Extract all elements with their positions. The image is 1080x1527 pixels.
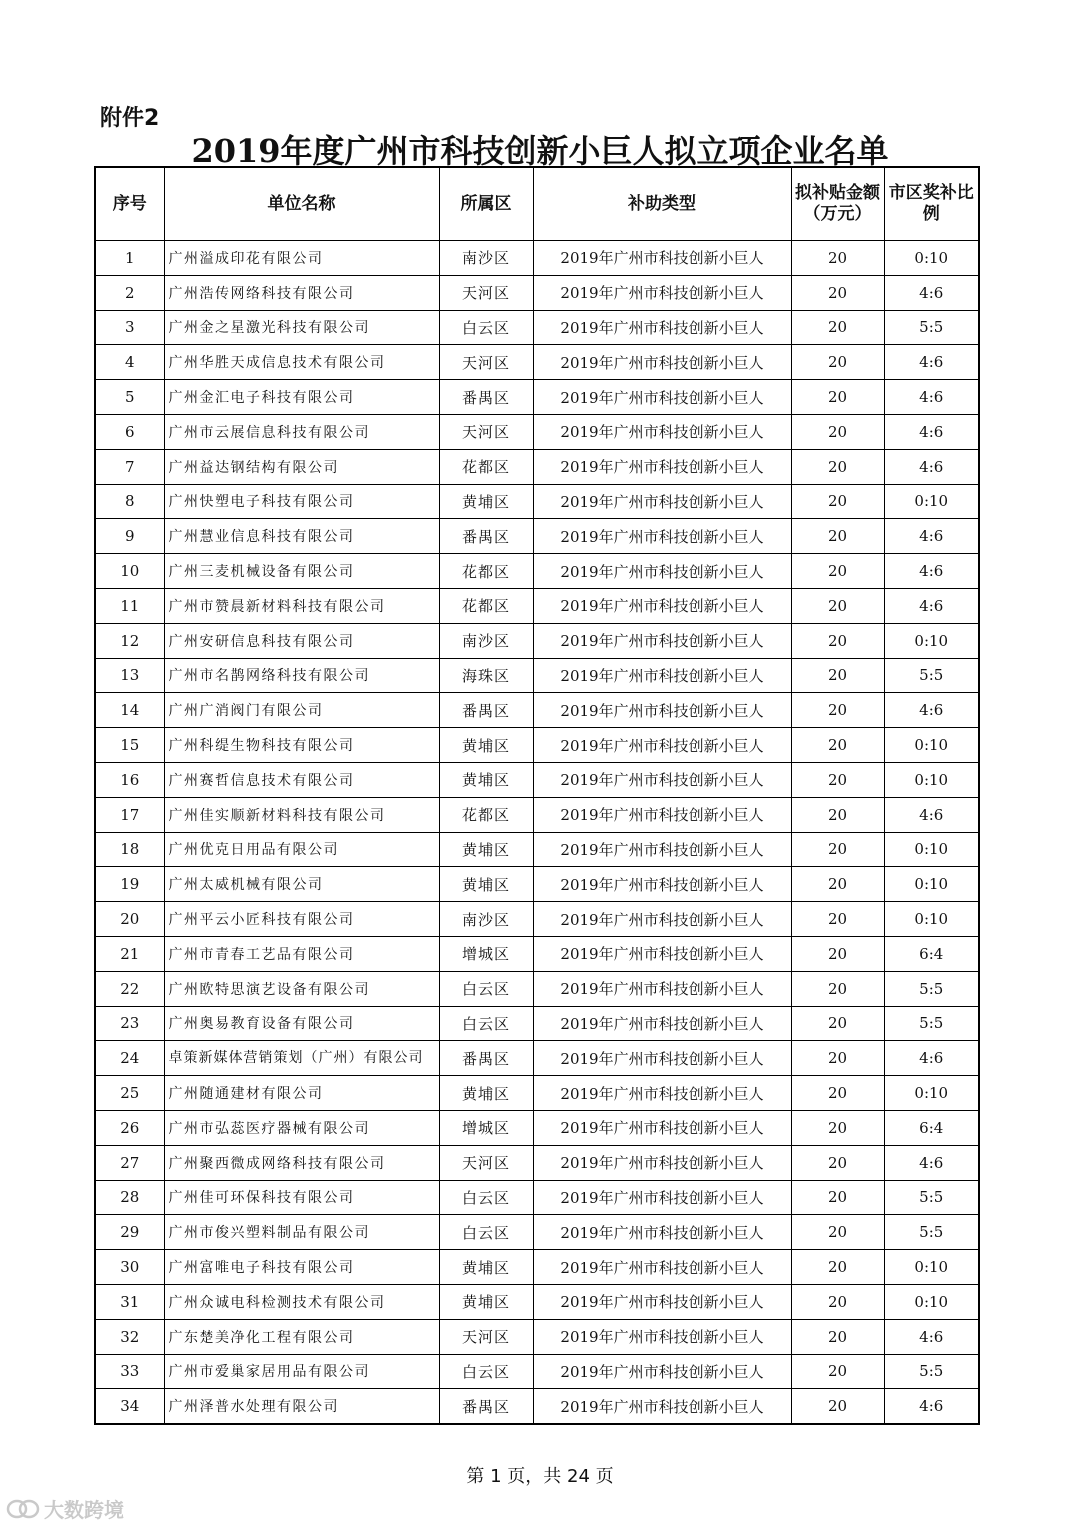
cell-subsidy-type: 2019年广州市科技创新小巨人 xyxy=(533,728,791,763)
cell-ratio: 4:6 xyxy=(884,1145,979,1180)
cell-amount: 20 xyxy=(791,623,884,658)
cell-company-name: 广州富唯电子科技有限公司 xyxy=(164,1250,439,1285)
header-district: 所属区 xyxy=(439,167,533,241)
cell-index: 20 xyxy=(95,902,164,937)
watermark-logo-icon xyxy=(6,1498,40,1520)
table-row xyxy=(95,1041,979,1076)
cell-subsidy-type: 2019年广州市科技创新小巨人 xyxy=(533,693,791,728)
cell-district: 天河区 xyxy=(439,414,533,449)
cell-ratio: 4:6 xyxy=(884,588,979,623)
cell-ratio: 4:6 xyxy=(884,797,979,832)
cell-district: 天河区 xyxy=(439,1319,533,1354)
cell-company-name: 卓策新媒体营销策划（广州）有限公司 xyxy=(164,1041,439,1076)
cell-company-name: 广州佳实顺新材料科技有限公司 xyxy=(164,797,439,832)
table-row xyxy=(95,902,979,937)
cell-subsidy-type: 2019年广州市科技创新小巨人 xyxy=(533,554,791,589)
cell-amount: 20 xyxy=(791,519,884,554)
cell-company-name: 广州佳可环保科技有限公司 xyxy=(164,1180,439,1215)
table-row xyxy=(95,275,979,310)
cell-company-name: 广州市弘蕊医疗器械有限公司 xyxy=(164,1110,439,1145)
cell-amount: 20 xyxy=(791,762,884,797)
cell-index: 10 xyxy=(95,554,164,589)
table-row xyxy=(95,588,979,623)
cell-company-name: 广州众诚电科检测技术有限公司 xyxy=(164,1284,439,1319)
page-title: 2019年度广州市科技创新小巨人拟立项企业名单 xyxy=(191,132,889,170)
cell-amount: 20 xyxy=(791,1006,884,1041)
cell-company-name: 广东楚美净化工程有限公司 xyxy=(164,1319,439,1354)
cell-district: 黄埔区 xyxy=(439,728,533,763)
cell-ratio: 0:10 xyxy=(884,484,979,519)
cell-district: 南沙区 xyxy=(439,623,533,658)
cell-ratio: 0:10 xyxy=(884,241,979,276)
cell-district: 番禺区 xyxy=(439,380,533,415)
cell-amount: 20 xyxy=(791,554,884,589)
cell-subsidy-type: 2019年广州市科技创新小巨人 xyxy=(533,1215,791,1250)
cell-index: 4 xyxy=(95,345,164,380)
cell-district: 黄埔区 xyxy=(439,1076,533,1111)
cell-company-name: 广州安研信息科技有限公司 xyxy=(164,623,439,658)
cell-district: 黄埔区 xyxy=(439,867,533,902)
cell-index: 5 xyxy=(95,380,164,415)
cell-subsidy-type: 2019年广州市科技创新小巨人 xyxy=(533,936,791,971)
cell-district: 白云区 xyxy=(439,1180,533,1215)
cell-company-name: 广州市名鹊网络科技有限公司 xyxy=(164,658,439,693)
cell-ratio: 0:10 xyxy=(884,902,979,937)
cell-index: 32 xyxy=(95,1319,164,1354)
cell-amount: 20 xyxy=(791,449,884,484)
cell-district: 黄埔区 xyxy=(439,832,533,867)
header-amount: 拟补贴金额（万元） xyxy=(791,167,884,241)
cell-ratio: 4:6 xyxy=(884,519,979,554)
cell-district: 白云区 xyxy=(439,310,533,345)
cell-company-name: 广州市爱巢家居用品有限公司 xyxy=(164,1354,439,1389)
cell-subsidy-type: 2019年广州市科技创新小巨人 xyxy=(533,1006,791,1041)
cell-index: 13 xyxy=(95,658,164,693)
cell-amount: 20 xyxy=(791,1180,884,1215)
cell-company-name: 广州三麦机械设备有限公司 xyxy=(164,554,439,589)
cell-subsidy-type: 2019年广州市科技创新小巨人 xyxy=(533,1250,791,1285)
cell-index: 18 xyxy=(95,832,164,867)
cell-index: 27 xyxy=(95,1145,164,1180)
table-row xyxy=(95,380,979,415)
cell-district: 增城区 xyxy=(439,936,533,971)
cell-company-name: 广州赛哲信息技术有限公司 xyxy=(164,762,439,797)
attachment-label: 附件2 xyxy=(100,106,160,131)
cell-company-name: 广州市青春工艺品有限公司 xyxy=(164,936,439,971)
cell-district: 番禺区 xyxy=(439,1389,533,1424)
cell-district: 黄埔区 xyxy=(439,1284,533,1319)
page-footer: 第 1 页，共 24 页 xyxy=(466,1466,614,1487)
cell-district: 花都区 xyxy=(439,588,533,623)
cell-amount: 20 xyxy=(791,310,884,345)
cell-ratio: 4:6 xyxy=(884,275,979,310)
cell-subsidy-type: 2019年广州市科技创新小巨人 xyxy=(533,867,791,902)
table-row xyxy=(95,449,979,484)
cell-amount: 20 xyxy=(791,380,884,415)
cell-ratio: 5:5 xyxy=(884,1006,979,1041)
table-row xyxy=(95,1145,979,1180)
cell-index: 7 xyxy=(95,449,164,484)
cell-ratio: 4:6 xyxy=(884,1389,979,1424)
cell-district: 花都区 xyxy=(439,449,533,484)
cell-company-name: 广州金之星激光科技有限公司 xyxy=(164,310,439,345)
cell-subsidy-type: 2019年广州市科技创新小巨人 xyxy=(533,1110,791,1145)
cell-index: 21 xyxy=(95,936,164,971)
cell-ratio: 6:4 xyxy=(884,1110,979,1145)
cell-company-name: 广州快塑电子科技有限公司 xyxy=(164,484,439,519)
header-ratio: 市区奖补比例 xyxy=(884,167,979,241)
cell-index: 17 xyxy=(95,797,164,832)
cell-ratio: 0:10 xyxy=(884,728,979,763)
cell-subsidy-type: 2019年广州市科技创新小巨人 xyxy=(533,1284,791,1319)
cell-company-name: 广州随通建材有限公司 xyxy=(164,1076,439,1111)
cell-ratio: 4:6 xyxy=(884,414,979,449)
table-row xyxy=(95,414,979,449)
cell-index: 25 xyxy=(95,1076,164,1111)
cell-amount: 20 xyxy=(791,275,884,310)
cell-amount: 20 xyxy=(791,1110,884,1145)
cell-amount: 20 xyxy=(791,1389,884,1424)
table-row xyxy=(95,484,979,519)
cell-index: 22 xyxy=(95,971,164,1006)
table-row xyxy=(95,797,979,832)
cell-index: 8 xyxy=(95,484,164,519)
enterprise-table xyxy=(94,166,980,1425)
cell-subsidy-type: 2019年广州市科技创新小巨人 xyxy=(533,310,791,345)
table-row xyxy=(95,658,979,693)
cell-amount: 20 xyxy=(791,588,884,623)
table-row xyxy=(95,1250,979,1285)
cell-amount: 20 xyxy=(791,832,884,867)
cell-index: 33 xyxy=(95,1354,164,1389)
cell-district: 海珠区 xyxy=(439,658,533,693)
cell-amount: 20 xyxy=(791,1284,884,1319)
cell-subsidy-type: 2019年广州市科技创新小巨人 xyxy=(533,1076,791,1111)
cell-index: 24 xyxy=(95,1041,164,1076)
table-row xyxy=(95,623,979,658)
cell-company-name: 广州优克日用品有限公司 xyxy=(164,832,439,867)
table-row xyxy=(95,832,979,867)
cell-subsidy-type: 2019年广州市科技创新小巨人 xyxy=(533,241,791,276)
cell-index: 31 xyxy=(95,1284,164,1319)
cell-ratio: 5:5 xyxy=(884,310,979,345)
cell-district: 白云区 xyxy=(439,971,533,1006)
table-row xyxy=(95,554,979,589)
cell-subsidy-type: 2019年广州市科技创新小巨人 xyxy=(533,797,791,832)
cell-amount: 20 xyxy=(791,867,884,902)
cell-district: 白云区 xyxy=(439,1215,533,1250)
cell-ratio: 4:6 xyxy=(884,449,979,484)
cell-district: 番禺区 xyxy=(439,519,533,554)
cell-amount: 20 xyxy=(791,484,884,519)
cell-subsidy-type: 2019年广州市科技创新小巨人 xyxy=(533,1319,791,1354)
cell-company-name: 广州市云展信息科技有限公司 xyxy=(164,414,439,449)
cell-amount: 20 xyxy=(791,728,884,763)
cell-company-name: 广州欧特思演艺设备有限公司 xyxy=(164,971,439,1006)
cell-company-name: 广州溢成印花有限公司 xyxy=(164,241,439,276)
cell-subsidy-type: 2019年广州市科技创新小巨人 xyxy=(533,414,791,449)
cell-company-name: 广州科缇生物科技有限公司 xyxy=(164,728,439,763)
cell-district: 黄埔区 xyxy=(439,762,533,797)
watermark xyxy=(6,1494,124,1523)
cell-district: 花都区 xyxy=(439,554,533,589)
cell-company-name: 广州益达钢结构有限公司 xyxy=(164,449,439,484)
cell-index: 30 xyxy=(95,1250,164,1285)
table-row xyxy=(95,241,979,276)
cell-amount: 20 xyxy=(791,936,884,971)
cell-district: 增城区 xyxy=(439,1110,533,1145)
header-name: 单位名称 xyxy=(164,167,439,241)
cell-subsidy-type: 2019年广州市科技创新小巨人 xyxy=(533,1180,791,1215)
cell-index: 28 xyxy=(95,1180,164,1215)
cell-district: 番禺区 xyxy=(439,1041,533,1076)
cell-company-name: 广州太威机械有限公司 xyxy=(164,867,439,902)
cell-ratio: 5:5 xyxy=(884,1180,979,1215)
cell-amount: 20 xyxy=(791,1354,884,1389)
table-row xyxy=(95,867,979,902)
cell-ratio: 4:6 xyxy=(884,554,979,589)
cell-ratio: 0:10 xyxy=(884,623,979,658)
table-row xyxy=(95,310,979,345)
cell-amount: 20 xyxy=(791,797,884,832)
cell-company-name: 广州金汇电子科技有限公司 xyxy=(164,380,439,415)
cell-subsidy-type: 2019年广州市科技创新小巨人 xyxy=(533,762,791,797)
cell-amount: 20 xyxy=(791,241,884,276)
cell-index: 6 xyxy=(95,414,164,449)
cell-subsidy-type: 2019年广州市科技创新小巨人 xyxy=(533,1041,791,1076)
cell-amount: 20 xyxy=(791,902,884,937)
cell-subsidy-type: 2019年广州市科技创新小巨人 xyxy=(533,519,791,554)
cell-index: 1 xyxy=(95,241,164,276)
cell-index: 14 xyxy=(95,693,164,728)
cell-ratio: 4:6 xyxy=(884,345,979,380)
cell-subsidy-type: 2019年广州市科技创新小巨人 xyxy=(533,380,791,415)
cell-amount: 20 xyxy=(791,1041,884,1076)
cell-index: 11 xyxy=(95,588,164,623)
cell-subsidy-type: 2019年广州市科技创新小巨人 xyxy=(533,832,791,867)
cell-company-name: 广州慧业信息科技有限公司 xyxy=(164,519,439,554)
cell-index: 12 xyxy=(95,623,164,658)
cell-subsidy-type: 2019年广州市科技创新小巨人 xyxy=(533,449,791,484)
table-row xyxy=(95,1215,979,1250)
cell-amount: 20 xyxy=(791,971,884,1006)
cell-index: 29 xyxy=(95,1215,164,1250)
cell-district: 天河区 xyxy=(439,345,533,380)
cell-index: 9 xyxy=(95,519,164,554)
table-row xyxy=(95,971,979,1006)
cell-district: 黄埔区 xyxy=(439,484,533,519)
cell-ratio: 5:5 xyxy=(884,1215,979,1250)
cell-subsidy-type: 2019年广州市科技创新小巨人 xyxy=(533,623,791,658)
cell-district: 南沙区 xyxy=(439,902,533,937)
cell-district: 白云区 xyxy=(439,1354,533,1389)
cell-subsidy-type: 2019年广州市科技创新小巨人 xyxy=(533,588,791,623)
cell-district: 黄埔区 xyxy=(439,1250,533,1285)
cell-ratio: 0:10 xyxy=(884,762,979,797)
cell-district: 花都区 xyxy=(439,797,533,832)
table-row xyxy=(95,936,979,971)
cell-district: 天河区 xyxy=(439,1145,533,1180)
cell-company-name: 广州市赞晨新材料科技有限公司 xyxy=(164,588,439,623)
header-index: 序号 xyxy=(95,167,164,241)
cell-subsidy-type: 2019年广州市科技创新小巨人 xyxy=(533,484,791,519)
cell-company-name: 广州平云小匠科技有限公司 xyxy=(164,902,439,937)
table-row xyxy=(95,693,979,728)
cell-amount: 20 xyxy=(791,1250,884,1285)
table-row xyxy=(95,728,979,763)
table-row xyxy=(95,1354,979,1389)
cell-index: 15 xyxy=(95,728,164,763)
cell-ratio: 6:4 xyxy=(884,936,979,971)
cell-ratio: 5:5 xyxy=(884,971,979,1006)
cell-index: 19 xyxy=(95,867,164,902)
cell-amount: 20 xyxy=(791,658,884,693)
cell-subsidy-type: 2019年广州市科技创新小巨人 xyxy=(533,1389,791,1424)
cell-index: 23 xyxy=(95,1006,164,1041)
table-row xyxy=(95,1006,979,1041)
cell-subsidy-type: 2019年广州市科技创新小巨人 xyxy=(533,658,791,693)
table-row xyxy=(95,345,979,380)
cell-company-name: 广州市俊兴塑料制品有限公司 xyxy=(164,1215,439,1250)
cell-company-name: 广州华胜天成信息技术有限公司 xyxy=(164,345,439,380)
table-row xyxy=(95,1180,979,1215)
table-row xyxy=(95,1110,979,1145)
cell-subsidy-type: 2019年广州市科技创新小巨人 xyxy=(533,902,791,937)
cell-ratio: 4:6 xyxy=(884,693,979,728)
cell-ratio: 0:10 xyxy=(884,832,979,867)
cell-amount: 20 xyxy=(791,693,884,728)
cell-district: 天河区 xyxy=(439,275,533,310)
table-body xyxy=(95,241,979,1425)
cell-company-name: 广州奥易教育设备有限公司 xyxy=(164,1006,439,1041)
cell-ratio: 0:10 xyxy=(884,1284,979,1319)
cell-index: 2 xyxy=(95,275,164,310)
cell-ratio: 0:10 xyxy=(884,867,979,902)
cell-district: 白云区 xyxy=(439,1006,533,1041)
cell-amount: 20 xyxy=(791,1319,884,1354)
cell-ratio: 4:6 xyxy=(884,1319,979,1354)
cell-subsidy-type: 2019年广州市科技创新小巨人 xyxy=(533,1354,791,1389)
header-type: 补助类型 xyxy=(533,167,791,241)
cell-company-name: 广州聚西微成网络科技有限公司 xyxy=(164,1145,439,1180)
cell-ratio: 5:5 xyxy=(884,1354,979,1389)
cell-company-name: 广州广消阀门有限公司 xyxy=(164,693,439,728)
table-row xyxy=(95,519,979,554)
cell-district: 番禺区 xyxy=(439,693,533,728)
watermark-text: 大数跨境 xyxy=(44,1498,124,1522)
table-row xyxy=(95,1076,979,1111)
cell-subsidy-type: 2019年广州市科技创新小巨人 xyxy=(533,1145,791,1180)
cell-amount: 20 xyxy=(791,1076,884,1111)
cell-index: 16 xyxy=(95,762,164,797)
cell-ratio: 0:10 xyxy=(884,1076,979,1111)
table-row xyxy=(95,762,979,797)
cell-ratio: 0:10 xyxy=(884,1250,979,1285)
cell-amount: 20 xyxy=(791,1145,884,1180)
cell-index: 34 xyxy=(95,1389,164,1424)
cell-index: 3 xyxy=(95,310,164,345)
cell-subsidy-type: 2019年广州市科技创新小巨人 xyxy=(533,971,791,1006)
cell-amount: 20 xyxy=(791,414,884,449)
cell-amount: 20 xyxy=(791,1215,884,1250)
cell-amount: 20 xyxy=(791,345,884,380)
cell-company-name: 广州泽普水处理有限公司 xyxy=(164,1389,439,1424)
cell-subsidy-type: 2019年广州市科技创新小巨人 xyxy=(533,275,791,310)
cell-company-name: 广州浩传网络科技有限公司 xyxy=(164,275,439,310)
cell-ratio: 4:6 xyxy=(884,380,979,415)
cell-index: 26 xyxy=(95,1110,164,1145)
table-header-row xyxy=(95,167,979,241)
cell-subsidy-type: 2019年广州市科技创新小巨人 xyxy=(533,345,791,380)
table-row xyxy=(95,1389,979,1424)
cell-ratio: 5:5 xyxy=(884,658,979,693)
cell-district: 南沙区 xyxy=(439,241,533,276)
table-row xyxy=(95,1284,979,1319)
table-row xyxy=(95,1319,979,1354)
cell-ratio: 4:6 xyxy=(884,1041,979,1076)
